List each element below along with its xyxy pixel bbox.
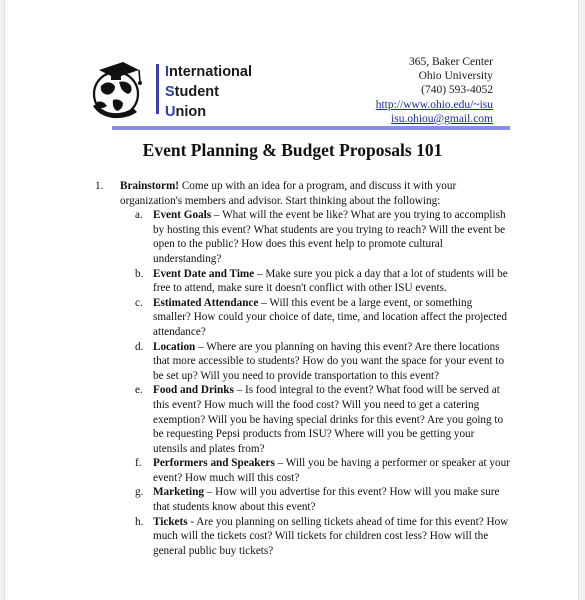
- item-heading: Food and Drinks: [153, 384, 234, 397]
- list-number: 1.: [95, 180, 104, 192]
- item-heading: Tickets: [153, 515, 188, 528]
- page-title: Event Planning & Budget Proposals 101: [142, 140, 443, 160]
- contact-block: [376, 55, 493, 126]
- list-item: c. Estimated Attendance – Will this event be a large event, or something smaller? How could your choice of date, time, and location affect the projected attendance?: [135, 296, 507, 338]
- website-link[interactable]: http://www.ohio.edu/~isu: [375, 98, 493, 111]
- sub-list: [95, 208, 510, 558]
- list-item-text: Brainstorm! Come up with an idea for a program, and discuss it with your organization's members and advisor. Start thinking about the following:: [120, 180, 457, 207]
- contact-phone: (740) 593-4052: [421, 84, 493, 97]
- list-item: f. Performers and Speakers – Will you be having a performer or speaker at your event? How much will this cost?: [135, 457, 510, 484]
- contact-city: Ohio University: [418, 70, 493, 83]
- list-item: [95, 179, 510, 558]
- org-name-line: International: [165, 64, 253, 80]
- document-page: [4, 0, 579, 600]
- item-heading: Marketing: [153, 486, 204, 499]
- org-name-line: Student: [165, 84, 219, 100]
- item-heading: Location: [153, 340, 196, 353]
- item-heading: Estimated Attendance: [153, 296, 259, 309]
- logo-accent-bar: [156, 64, 159, 114]
- globe-graduation-cap-icon: [83, 56, 149, 122]
- email-link[interactable]: isu.ohiou@gmail.com: [391, 112, 493, 125]
- item-heading: Event Goals: [153, 209, 212, 222]
- item-heading: Performers and Speakers: [153, 457, 275, 470]
- list-item: d. Location – Where are you planning on having this event? Are there locations that more accessible to students? How do you want the space for your event to be set up? Will you need to provide transportation to this event?: [135, 340, 505, 382]
- list-item: a. Event Goals – What will the event be like? What are you trying to accomplish by hosting this event? What students are you trying to reach? Will the event be open to the public? How does this event help to promote cultural understanding?: [135, 209, 506, 265]
- document-body: [95, 179, 510, 558]
- org-name-line: Union: [165, 104, 207, 120]
- organization-name: [165, 62, 252, 122]
- item-heading: Brainstorm!: [120, 180, 180, 192]
- contact-address: 365, Baker Center: [409, 56, 493, 68]
- list-item: b. Event Date and Time – Make sure you pick a day that a lot of students will be free to attend, make sure it doesn't conflict with other ISU events.: [135, 267, 508, 295]
- item-heading: Event Date and Time: [153, 267, 255, 280]
- list-item: e. Food and Drinks – Is food integral to the event? What food will be served at this event? How much will the food cost? Will you need to get a catering exemption? Will you be having special drinks for this event? Are you going to be requesting Pepsi products from ISU? Where will you be getting your utensils and plates from?: [135, 384, 504, 455]
- list-item: g. Marketing – How will you advertise for this event? How will you make sure that students know about this event?: [135, 486, 500, 514]
- list-item: h. Tickets - Are you planning on selling tickets ahead of time for this event? How much will the tickets cost? Will tickets for children cost less? How will the general public buy tickets?: [135, 515, 509, 557]
- header-divider: [112, 126, 510, 130]
